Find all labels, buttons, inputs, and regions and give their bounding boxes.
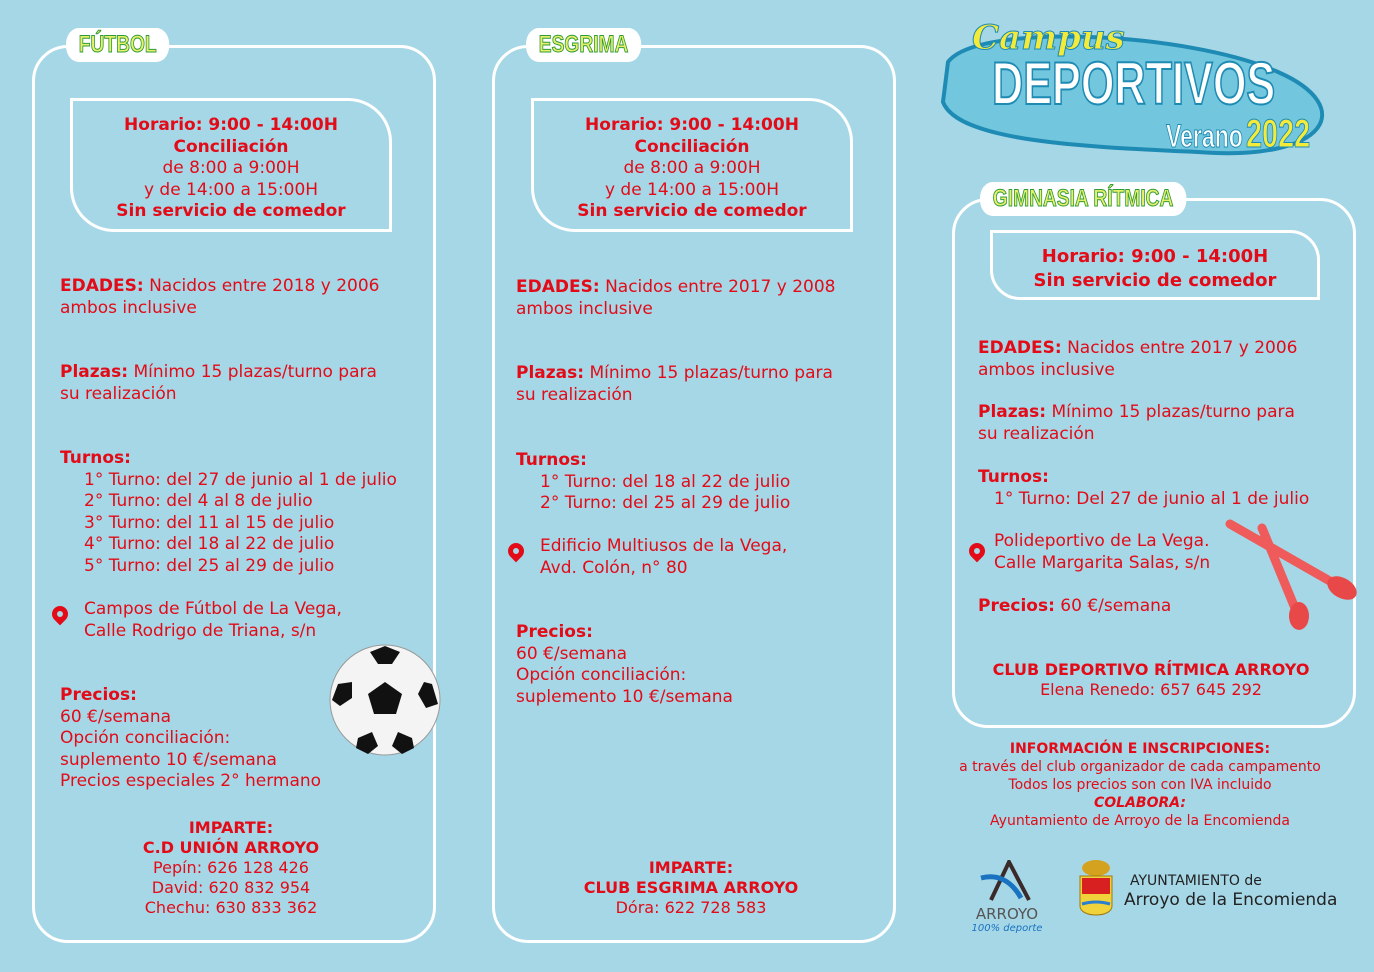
esgrima-schedule-box xyxy=(531,98,853,232)
conciliation-time: de 8:00 a 9:00H xyxy=(623,158,761,178)
gimnasia-club: CLUB DEPORTIVO RÍTMICA ARROYO Elena Renedo: 657 645 292 xyxy=(992,660,1310,699)
schedule: Horario: 9:00 - 14:00H xyxy=(1041,246,1269,267)
soccer-ball-icon xyxy=(328,642,442,758)
arroyo-text: ARROYO xyxy=(975,905,1039,923)
schedule: Horario: 9:00 - 14:00H xyxy=(585,115,799,135)
gimnasia-tab: GIMNASIA RÍTMICA xyxy=(980,182,1186,216)
gimnasia-turns: Turnos: 1° Turno: Del 27 de junio al 1 de julio xyxy=(978,467,1310,509)
futbol-instructor: IMPARTE: C.D UNIÓN ARROYO Pepín: 626 128 426 David: 620 832 954 Chechu: 630 833 362 xyxy=(142,818,320,917)
futbol-location: Campos de Fútbol de La Vega, Calle Rodrigo de Triana, s/n xyxy=(84,599,342,641)
coat-of-arms-icon xyxy=(1076,858,1116,924)
gimnasia-places: Plazas: Mínimo 15 plazas/turno para su realización xyxy=(978,402,1295,444)
logo-deportivos: DEPORTIVOS xyxy=(992,50,1276,117)
info-block: INFORMACIÓN E INSCRIPCIONES: a través del club organizador de cada campamento Todos los precios son con IVA incluido COLABORA: Ayuntamiento de Arroyo de la Encomienda xyxy=(959,741,1321,829)
futbol-schedule-box xyxy=(70,98,392,232)
campus-logo xyxy=(938,20,1342,160)
esgrima-prices: Precios: 60 €/semana Opción conciliación: suplemento 10 €/semana xyxy=(516,622,733,707)
ayuntamiento-logo-text xyxy=(1124,872,1337,911)
rhythmic-clubs-icon xyxy=(1222,518,1362,630)
esgrima-location: Edificio Multiusos de la Vega, Avd. Colón, n° 80 xyxy=(540,536,788,578)
schedule: Horario: 9:00 - 14:00H xyxy=(124,115,338,135)
dining-note: Sin servicio de comedor xyxy=(577,201,807,221)
esgrima-ages: EDADES: Nacidos entre 2017 y 2008 ambos inclusive xyxy=(516,277,836,319)
arroyo-subtitle: 100% deporte xyxy=(971,923,1043,934)
futbol-tab: FÚTBOL xyxy=(66,28,169,62)
futbol-turns: Turnos: 1° Turno: del 27 de junio al 1 de julio 2° Turno: del 4 al 8 de julio 3° Turno: del 11 al 15 de julio 4° Turno: del 18 al 22 de julio 5° Turno: del 25 al 29 de julio xyxy=(60,448,397,576)
futbol-ages: EDADES: Nacidos entre 2018 y 2006 ambos inclusive xyxy=(60,276,380,318)
futbol-prices: Precios: 60 €/semana Opción conciliación: suplemento 10 €/semana Precios especiales 2° hermano xyxy=(60,685,322,791)
esgrima-tab: ESGRIMA xyxy=(526,28,641,62)
logo-campus: Campus xyxy=(972,18,1125,58)
arroyo-logo-mark xyxy=(977,860,1037,902)
futbol-places: Plazas: Mínimo 15 plazas/turno para su realización xyxy=(60,362,377,404)
conciliation: Conciliación xyxy=(173,136,289,157)
ayto-line2: Arroyo de la Encomienda xyxy=(1124,890,1338,910)
gimnasia-prices: Precios: 60 €/semana xyxy=(978,596,1172,616)
esgrima-instructor: IMPARTE: CLUB ESGRIMA ARROYO Dóra: 622 728 583 xyxy=(583,858,799,917)
conciliation-time: y de 14:00 a 15:00H xyxy=(604,179,780,200)
conciliation: Conciliación xyxy=(634,136,750,157)
esgrima-places: Plazas: Mínimo 15 plazas/turno para su realización xyxy=(516,363,833,405)
gimnasia-schedule-box xyxy=(990,230,1320,300)
gimnasia-ages: EDADES: Nacidos entre 2017 y 2006 ambos inclusive xyxy=(978,338,1298,380)
ayto-line1: AYUNTAMIENTO de xyxy=(1130,873,1262,889)
esgrima-turns: Turnos: 1° Turno: del 18 al 22 de julio 2° Turno: del 25 al 29 de julio xyxy=(516,450,791,513)
arroyo-logo xyxy=(965,860,1049,932)
conciliation-time: de 8:00 a 9:00H xyxy=(162,158,300,178)
logo-verano: Verano 2022 xyxy=(1166,112,1311,156)
gimnasia-location: Polideportivo de La Vega. Calle Margarita Salas, s/n xyxy=(994,531,1211,573)
conciliation-time: y de 14:00 a 15:00H xyxy=(143,179,319,200)
dining-note: Sin servicio de comedor xyxy=(1033,269,1277,291)
dining-note: Sin servicio de comedor xyxy=(116,201,346,221)
